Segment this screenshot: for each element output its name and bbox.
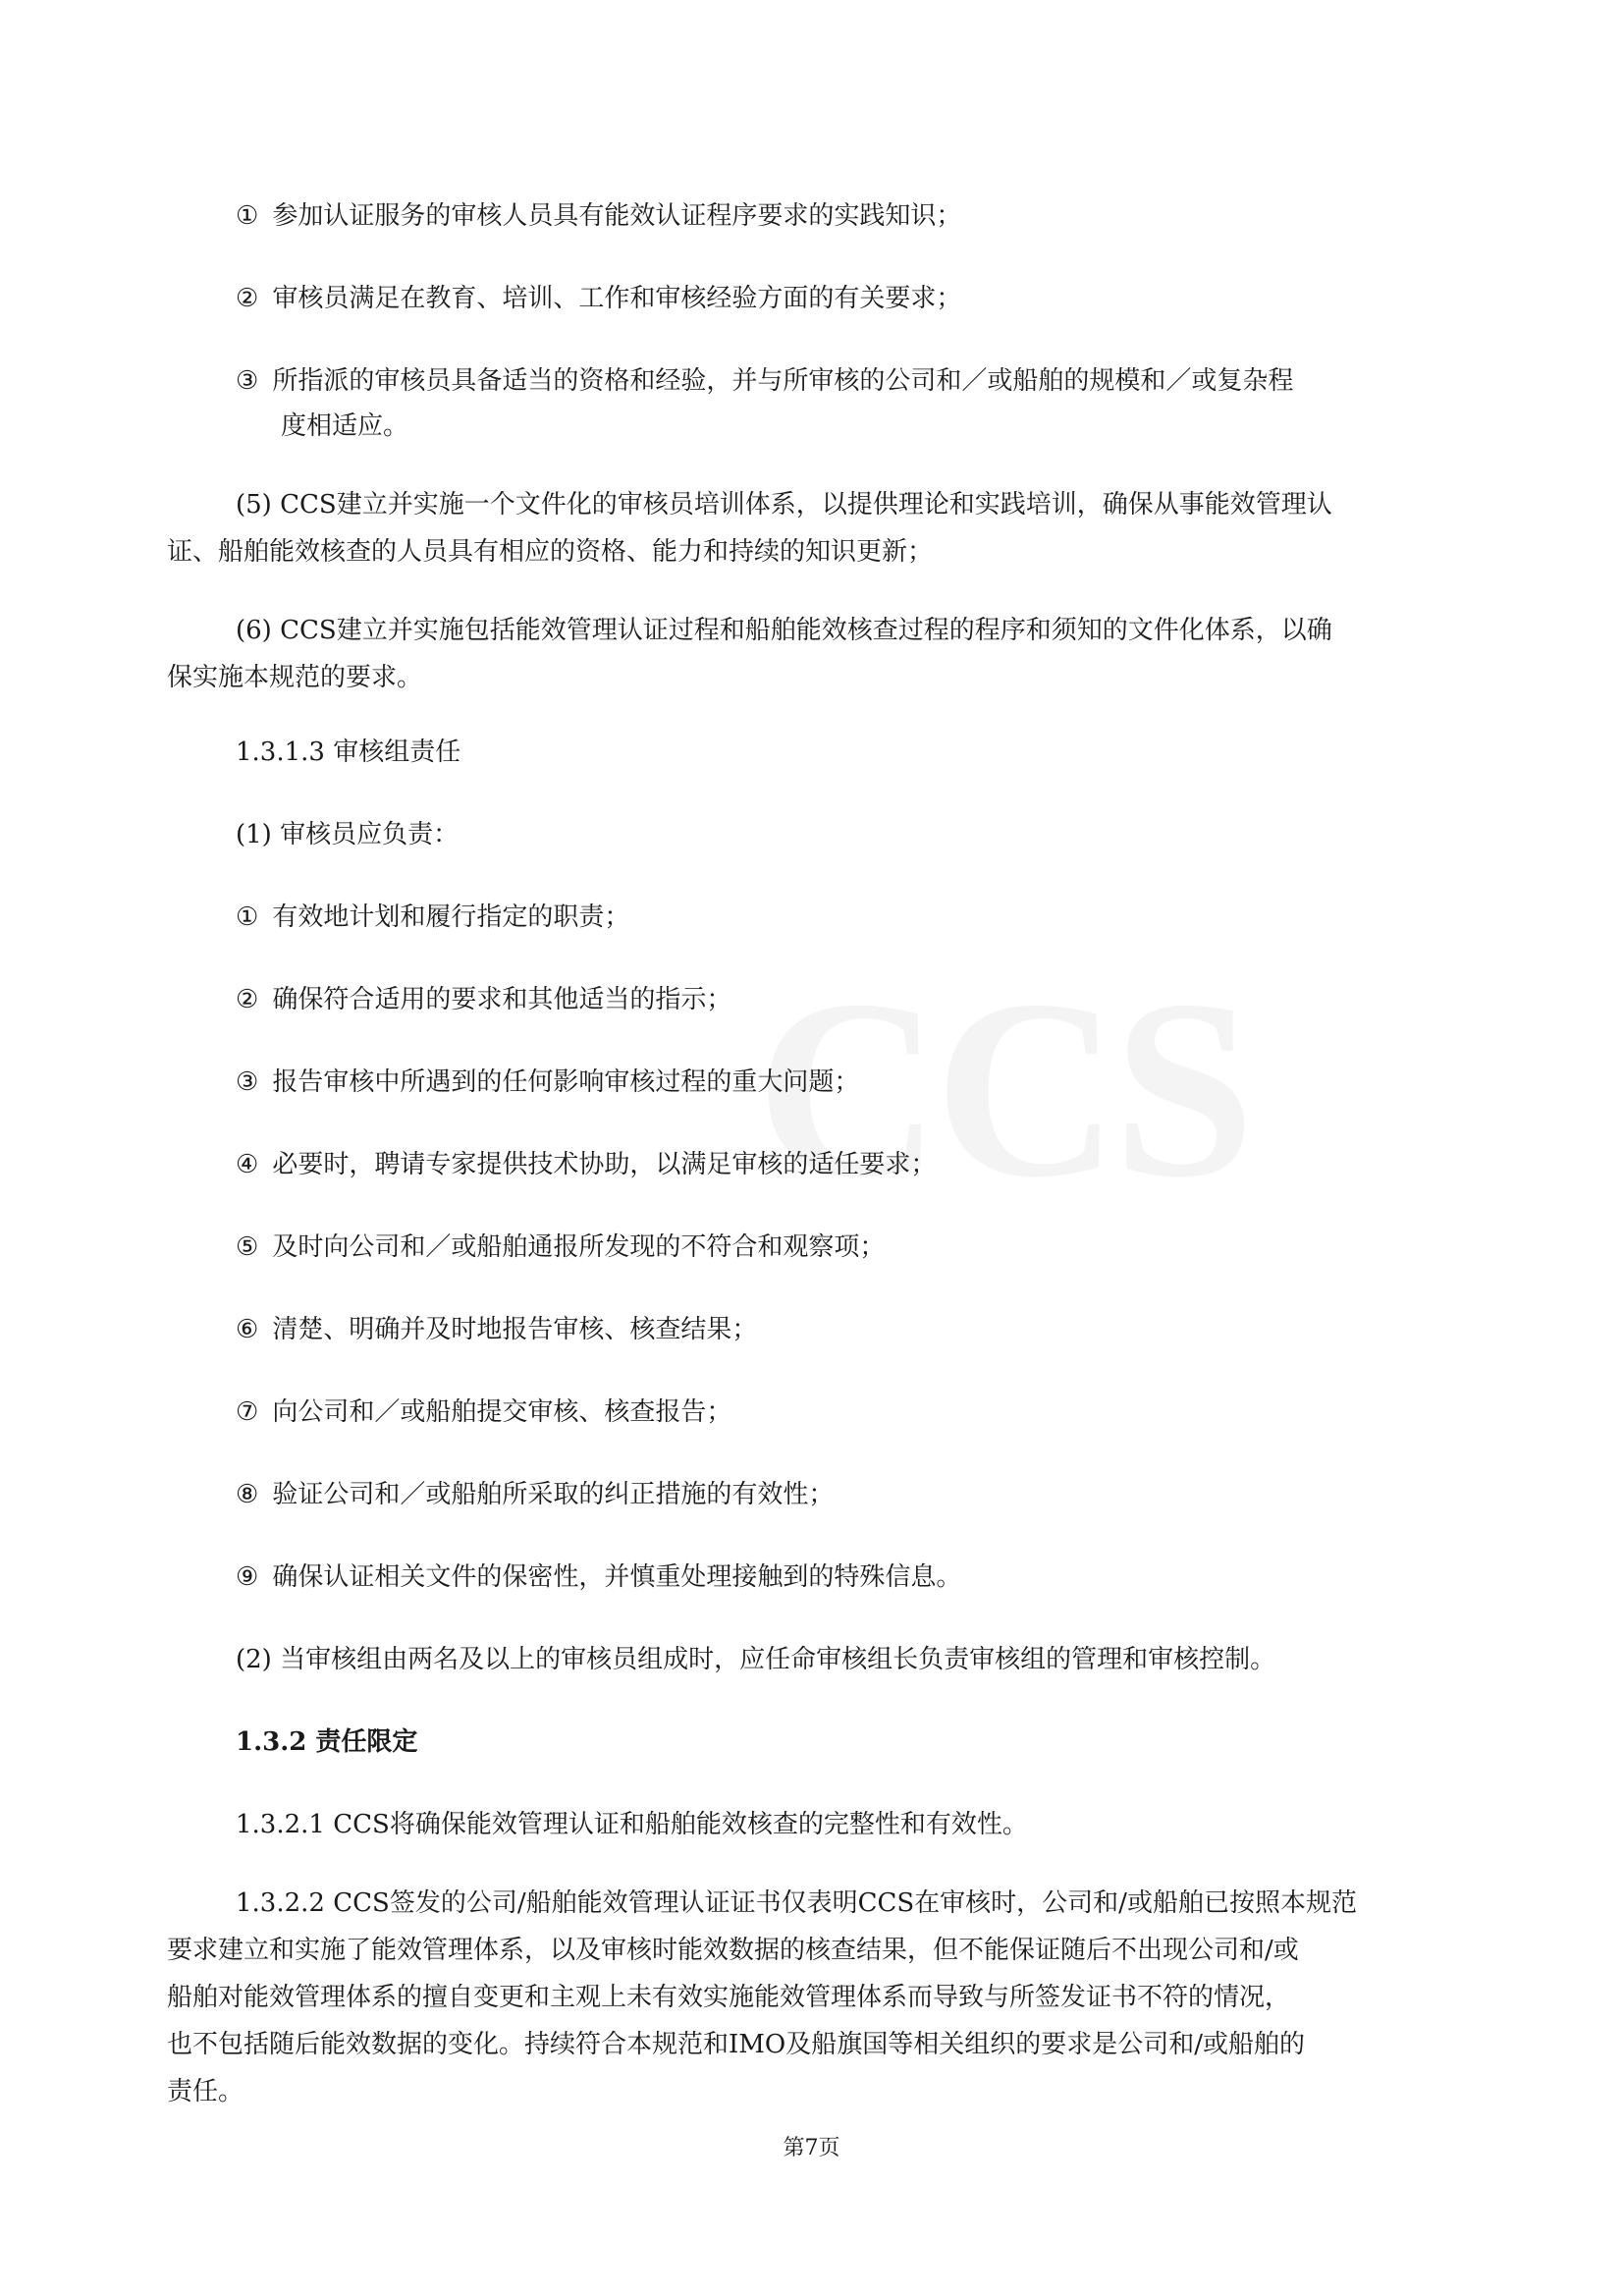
list-text: 报告审核中所遇到的任何影响审核过程的重大问题； — [272, 1067, 860, 1097]
list-text: 确保认证相关文件的保密性，并慎重处理接触到的特殊信息。 — [272, 1562, 962, 1592]
list-item — [236, 1224, 885, 1271]
list-number: ⑥ — [236, 1315, 259, 1344]
paragraph-line: 证、船舶能效核查的人员具有相应的资格、能力和持续的知识更新； — [167, 537, 934, 567]
list-item — [236, 976, 731, 1023]
paragraph-line: 船舶对能效管理体系的擅自变更和主观上未有效实施能效管理体系而导致与所签发证书不符的情况， — [167, 1983, 1291, 2012]
list-item — [236, 1059, 859, 1106]
list-text: 清楚、明确并及时地报告审核、核查结果； — [272, 1315, 758, 1344]
paragraph-line: 责任。 — [167, 2077, 244, 2106]
section-heading: 1.3.1.3 审核组责任 — [236, 738, 461, 767]
list-number: ② — [236, 985, 259, 1014]
paragraph-line: (5) CCS建立并实施一个文件化的审核员培训体系，以提供理论和实践培训，确保从事能效管理认 — [236, 490, 1332, 519]
paragraph: 1.3.2.1 CCS将确保能效管理认证和船舶能效核查的完整性和有效性。 — [236, 1810, 1028, 1839]
paragraph-line: (6) CCS建立并实施包括能效管理认证过程和船舶能效核查过程的程序和须知的文件化体系，以确 — [236, 616, 1332, 645]
paragraph-line: 也不包括随后能效数据的变化。持续符合本规范和IMO及船旗国等相关组织的要求是公司和/或船舶的 — [167, 2030, 1305, 2059]
list-number: ④ — [236, 1150, 259, 1179]
list-item — [236, 357, 1293, 405]
list-text: 必要时，聘请专家提供技术协助，以满足审核的适任要求； — [272, 1150, 937, 1179]
list-text-continuation: 度相适应。 — [281, 411, 409, 441]
list-number: ① — [236, 201, 259, 231]
list-number: ⑦ — [236, 1397, 259, 1427]
ccs-watermark: CCS — [756, 948, 1250, 1230]
page-number: 第7页 — [783, 2136, 840, 2160]
sub-item: (1) 审核员应负责： — [236, 820, 460, 849]
list-item — [236, 192, 961, 240]
list-number: ① — [236, 902, 259, 932]
list-text: 有效地计划和履行指定的职责； — [272, 902, 630, 932]
paragraph-line: 1.3.2.2 CCS签发的公司/船舶能效管理认证证书仅表明CCS在审核时，公司和/或船舶已按照本规范 — [236, 1888, 1357, 1918]
list-item — [236, 1306, 757, 1353]
list-item — [236, 1141, 936, 1188]
list-number: ⑧ — [236, 1480, 259, 1509]
list-item — [236, 1471, 834, 1518]
paragraph — [167, 607, 1463, 701]
sub-item: (2) 当审核组由两名及以上的审核员组成时，应任命审核组长负责审核组的管理和审核控制。 — [236, 1645, 1276, 1674]
list-number: ② — [236, 284, 259, 313]
section-heading: 1.3.2 责任限定 — [236, 1727, 418, 1757]
paragraph — [167, 1880, 1463, 2115]
list-text: 确保符合适用的要求和其他适当的指示； — [272, 985, 732, 1014]
list-item — [236, 1389, 731, 1436]
list-number: ⑤ — [236, 1232, 259, 1262]
list-text: 向公司和／或船舶提交审核、核查报告； — [272, 1397, 732, 1427]
list-text: 验证公司和／或船舶所采取的纠正措施的有效性； — [272, 1480, 835, 1509]
list-number: ⑨ — [236, 1562, 259, 1592]
list-text: 所指派的审核员具备适当的资格和经验，并与所审核的公司和／或船舶的规模和／或复杂程 — [272, 366, 1294, 396]
list-text: 参加认证服务的审核人员具有能效认证程序要求的实践知识； — [272, 201, 962, 231]
list-text: 及时向公司和／或船舶通报所发现的不符合和观察项； — [272, 1232, 886, 1262]
paragraph — [167, 481, 1463, 575]
list-item — [236, 275, 961, 322]
list-number: ③ — [236, 1067, 259, 1097]
list-item — [236, 1554, 961, 1601]
list-number: ③ — [236, 366, 259, 396]
list-text: 审核员满足在教育、培训、工作和审核经验方面的有关要求； — [272, 284, 962, 313]
paragraph-line: 保实施本规范的要求。 — [167, 663, 423, 692]
paragraph-line: 要求建立和实施了能效管理体系，以及审核时能效数据的核查结果，但不能保证随后不出现公司和/或 — [167, 1936, 1299, 1965]
list-item — [236, 894, 629, 941]
